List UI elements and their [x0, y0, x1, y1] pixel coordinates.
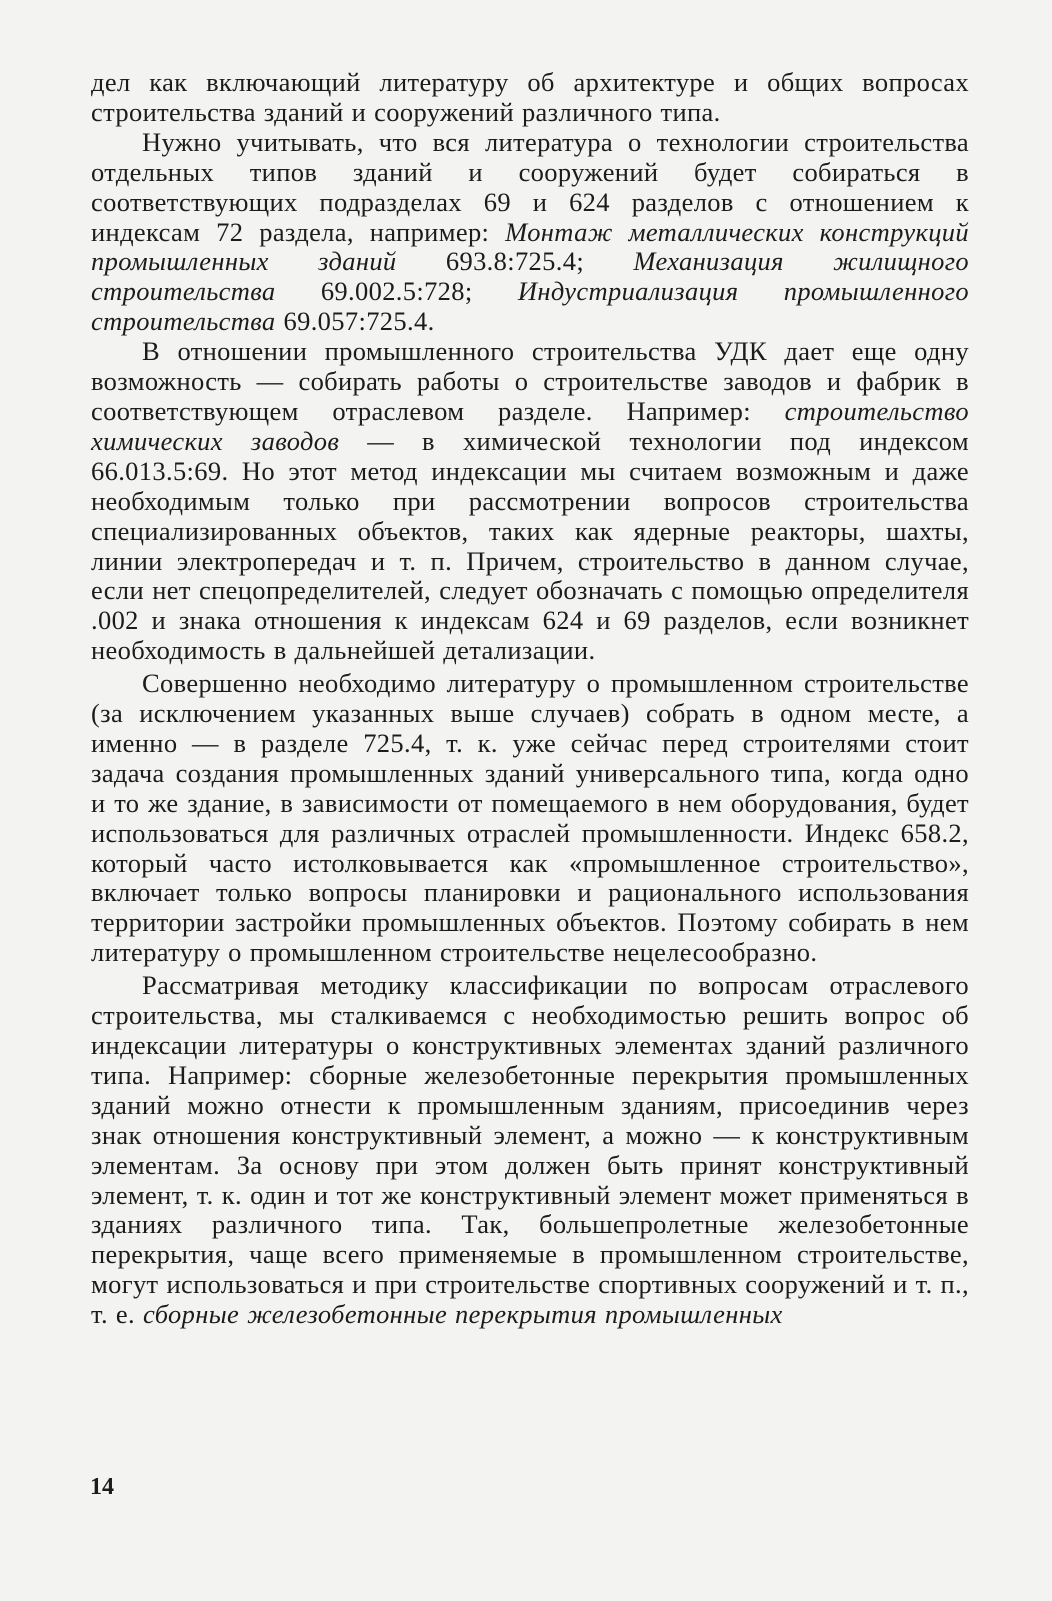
page-number: 14 [90, 1474, 114, 1500]
text-run: Нужно учитывать, что вся литература о технологии строительства отдельных типов зданий и сооружений будет собираться в соответствующих подразделах 69 и 624 разделов с отношением к индексам 72 раздела, например: [91, 126, 969, 247]
italic-run: Монтаж металлических конструкций промышленных зданий [91, 216, 969, 277]
body-text [91, 68, 969, 1330]
text-run: дел как включающий литературу об архитектуре и общих вопросах строительства зданий и сооружений различного типа. [91, 67, 969, 127]
italic-run: строительство химических заводов [91, 395, 969, 456]
text-run: Совершенно необходимо литературу о промышленном строительстве (за исключением указанных выше случаев) собрать в одном месте, а именно — в разделе 725.4, т. к. уже сейчас перед строителями стоит задача создания промышленных зданий универсального типа, когда одно и то же здание, в зависимости от помещаемого в нем оборудования, будет использоваться для различных отраслей промышленности. Индекс 658.2, который часто истолковывается как «промышленное строительство», включает только вопросы планировки и рационального использования территории застройки промышленных объектов. Поэтому собирать в нем литературу о промышленном строительстве нецелесообразно. [91, 668, 969, 968]
paragraph [91, 337, 969, 666]
italic-run: сборные железобетонные перекрытия промышленных [142, 1299, 783, 1330]
text-run: В отношении промышленного строительства УДК дает еще одну возможность — собирать работы о строительстве заводов и фабрик в соответствующем отраслевом разделе. Например: [91, 336, 969, 426]
text-run: — в химической технологии под индексом 66.013.5:69. Но этот метод индексации мы считаем возможным и даже необходимым только при рассмотрении вопросов строительства специализированных объектов, таких как ядерные реакторы, шахты, линии электропередач и т. п. Причем, строительство в данном случае, если нет спецопределителей, следует обозначать с помощью определителя .002 и знака отношения к индексам 624 и 69 разделов, если возникнет необходимость в дальнейшей детализации. [91, 425, 969, 666]
text-run: 693.8:725.4; [396, 246, 634, 277]
paragraph [91, 971, 969, 1330]
paragraph-continued [91, 68, 969, 128]
text-run: 69.002.5:728; [275, 276, 518, 307]
italic-run: Механизация жилищного строительства [91, 246, 970, 307]
italic-run: Индустриализация промышленного строительства [91, 276, 969, 337]
text-run: Рассматривая методику классификации по вопросам отраслевого строительства, мы сталкиваемся с необходимостью решить вопрос об индексации литературы о конструктивных элементах зданий различного типа. Например: сборные железобетонные перекрытия промышленных зданий можно отнести к промышленным зданиям, присоединив через знак отношения конструктивный элемент, а можно — к конструктивным элементам. За основу при этом должен быть принят конструктивный элемент, т. к. один и тот же конструктивный элемент может применяться в зданиях различного типа. Так, большепролетные железобетонные перекрытия, чаще всего применяемые в промышленном строительстве, могут использоваться и при строительстве спортивных сооружений и т. п., т. е. [91, 970, 969, 1330]
paragraph [91, 669, 969, 968]
text-run: 69.057:725.4. [275, 306, 435, 337]
paragraph [91, 128, 969, 337]
